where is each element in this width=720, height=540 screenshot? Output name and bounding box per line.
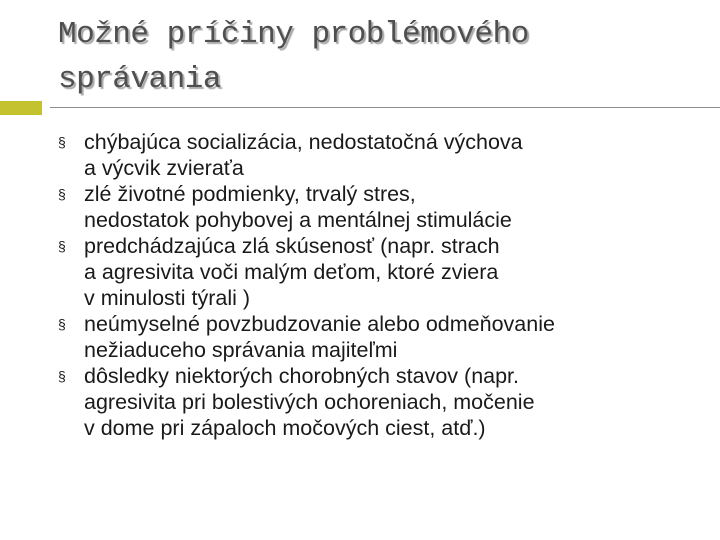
- bullet-text-line: dôsledky niektorých chorobných stavov (napr.: [84, 364, 520, 388]
- bullet-item-4: [58, 311, 698, 363]
- slide-title: [58, 12, 658, 102]
- bullet-item-1: [58, 129, 698, 181]
- title-line-2: správania: [58, 62, 221, 97]
- title-line-1: Možné príčiny problémového: [58, 17, 529, 52]
- bullet-list: [58, 129, 698, 441]
- bullet-marker-icon: §: [58, 368, 66, 384]
- bullet-marker-icon: §: [58, 186, 66, 202]
- bullet-text-line: chýbajúca socializácia, nedostatočná výchova: [84, 130, 523, 154]
- accent-bar: [0, 101, 42, 115]
- bullet-marker-icon: §: [58, 134, 66, 150]
- bullet-text-line: neúmyselné povzbudzovanie alebo odmeňovanie: [84, 312, 555, 336]
- bullet-text-line: nedostatok pohybovej a mentálnej stimulácie: [84, 208, 512, 232]
- bullet-text-line: zlé životné podmienky, trvalý stres,: [84, 182, 416, 206]
- bullet-text-line: nežiaduceho správania majiteľmi: [84, 338, 398, 362]
- bullet-marker-icon: §: [58, 316, 66, 332]
- bullet-item-2: [58, 181, 698, 233]
- bullet-item-3: [58, 233, 698, 311]
- title-divider: [50, 107, 720, 108]
- bullet-marker-icon: §: [58, 238, 66, 254]
- bullet-text-line: a agresivita voči malým deťom, ktoré zviera: [84, 260, 499, 284]
- bullet-item-5: [58, 363, 698, 441]
- bullet-text-line: v dome pri zápaloch močových ciest, atď.): [84, 416, 486, 440]
- bullet-text-line: agresivita pri bolestivých ochoreniach, močenie: [84, 390, 535, 414]
- bullet-text-line: a výcvik zvieraťa: [84, 156, 244, 180]
- bullet-text-line: v minulosti týrali ): [84, 286, 251, 310]
- bullet-text-line: predchádzajúca zlá skúsenosť (napr. strach: [84, 234, 500, 258]
